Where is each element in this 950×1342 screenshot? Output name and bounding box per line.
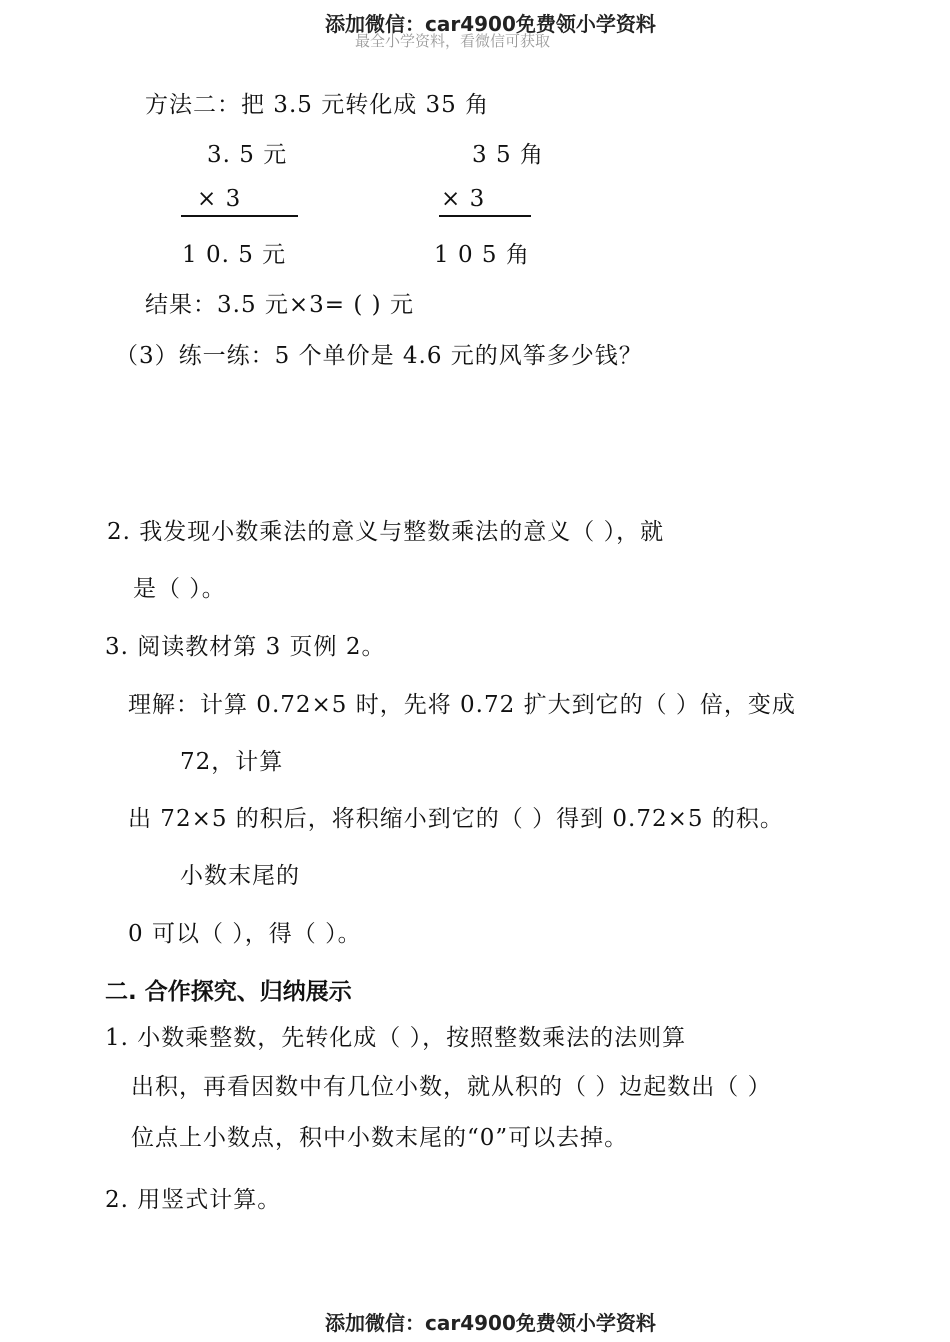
practice-question: （3）练一练：5 个单价是 4.6 元的风筝多少钱？: [115, 343, 643, 369]
q2-line2: 是（ ）。: [133, 576, 226, 602]
q3-line3: 出 72×5 的积后，将积缩小到它的（ ）得到 0.72×5 的积。: [128, 806, 784, 832]
q3-title: 3. 阅读教材第 3 页例 2。: [105, 634, 386, 660]
watermark-top: 添加微信：car4900免费领小学资料: [325, 12, 656, 36]
calc-right-line3: 1 0 5 角: [434, 242, 530, 268]
q3-line2: 72，计算: [180, 749, 284, 775]
s2-item1-line1: 1. 小数乘整数，先转化成（ ），按照整数乘法的法则算: [105, 1025, 687, 1051]
s2-item1-line3: 位点上小数点，积中小数末尾的“0”可以去掉。: [131, 1125, 629, 1151]
method2-title: 方法二：把 3.5 元转化成 35 角: [145, 92, 490, 118]
q2-line1: 2. 我发现小数乘法的意义与整数乘法的意义（ ），就: [107, 519, 665, 545]
calc-left-line2: × 3: [197, 186, 242, 212]
s2-item1-line2: 出积，再看因数中有几位小数，就从积的（ ）边起数出（ ）: [131, 1074, 772, 1100]
calc-right-line2: × 3: [441, 186, 486, 212]
calc-right-line1: 3 5 角: [472, 142, 544, 168]
watermark-bottom: 添加微信：car4900免费领小学资料: [325, 1311, 656, 1335]
calc-left-rule: [181, 215, 298, 217]
calc-left-line1: 3. 5 元: [207, 142, 288, 168]
q3-line1: 理解：计算 0.72×5 时，先将 0.72 扩大到它的（ ）倍，变成: [128, 692, 796, 718]
section2-heading: 二. 合作探究、归纳展示: [105, 979, 352, 1005]
watermark-top-faint: 最全小学资料，看微信可获取: [355, 32, 551, 50]
s2-item2: 2. 用竖式计算。: [105, 1187, 282, 1213]
q3-line4: 小数末尾的: [180, 863, 300, 889]
q3-line5: 0 可以（ ），得（ ）。: [128, 921, 362, 947]
calc-right-rule: [439, 215, 531, 217]
method2-result: 结果：3.5 元×3= ( ) 元: [145, 292, 414, 318]
calc-left-line3: 1 0. 5 元: [182, 242, 287, 268]
